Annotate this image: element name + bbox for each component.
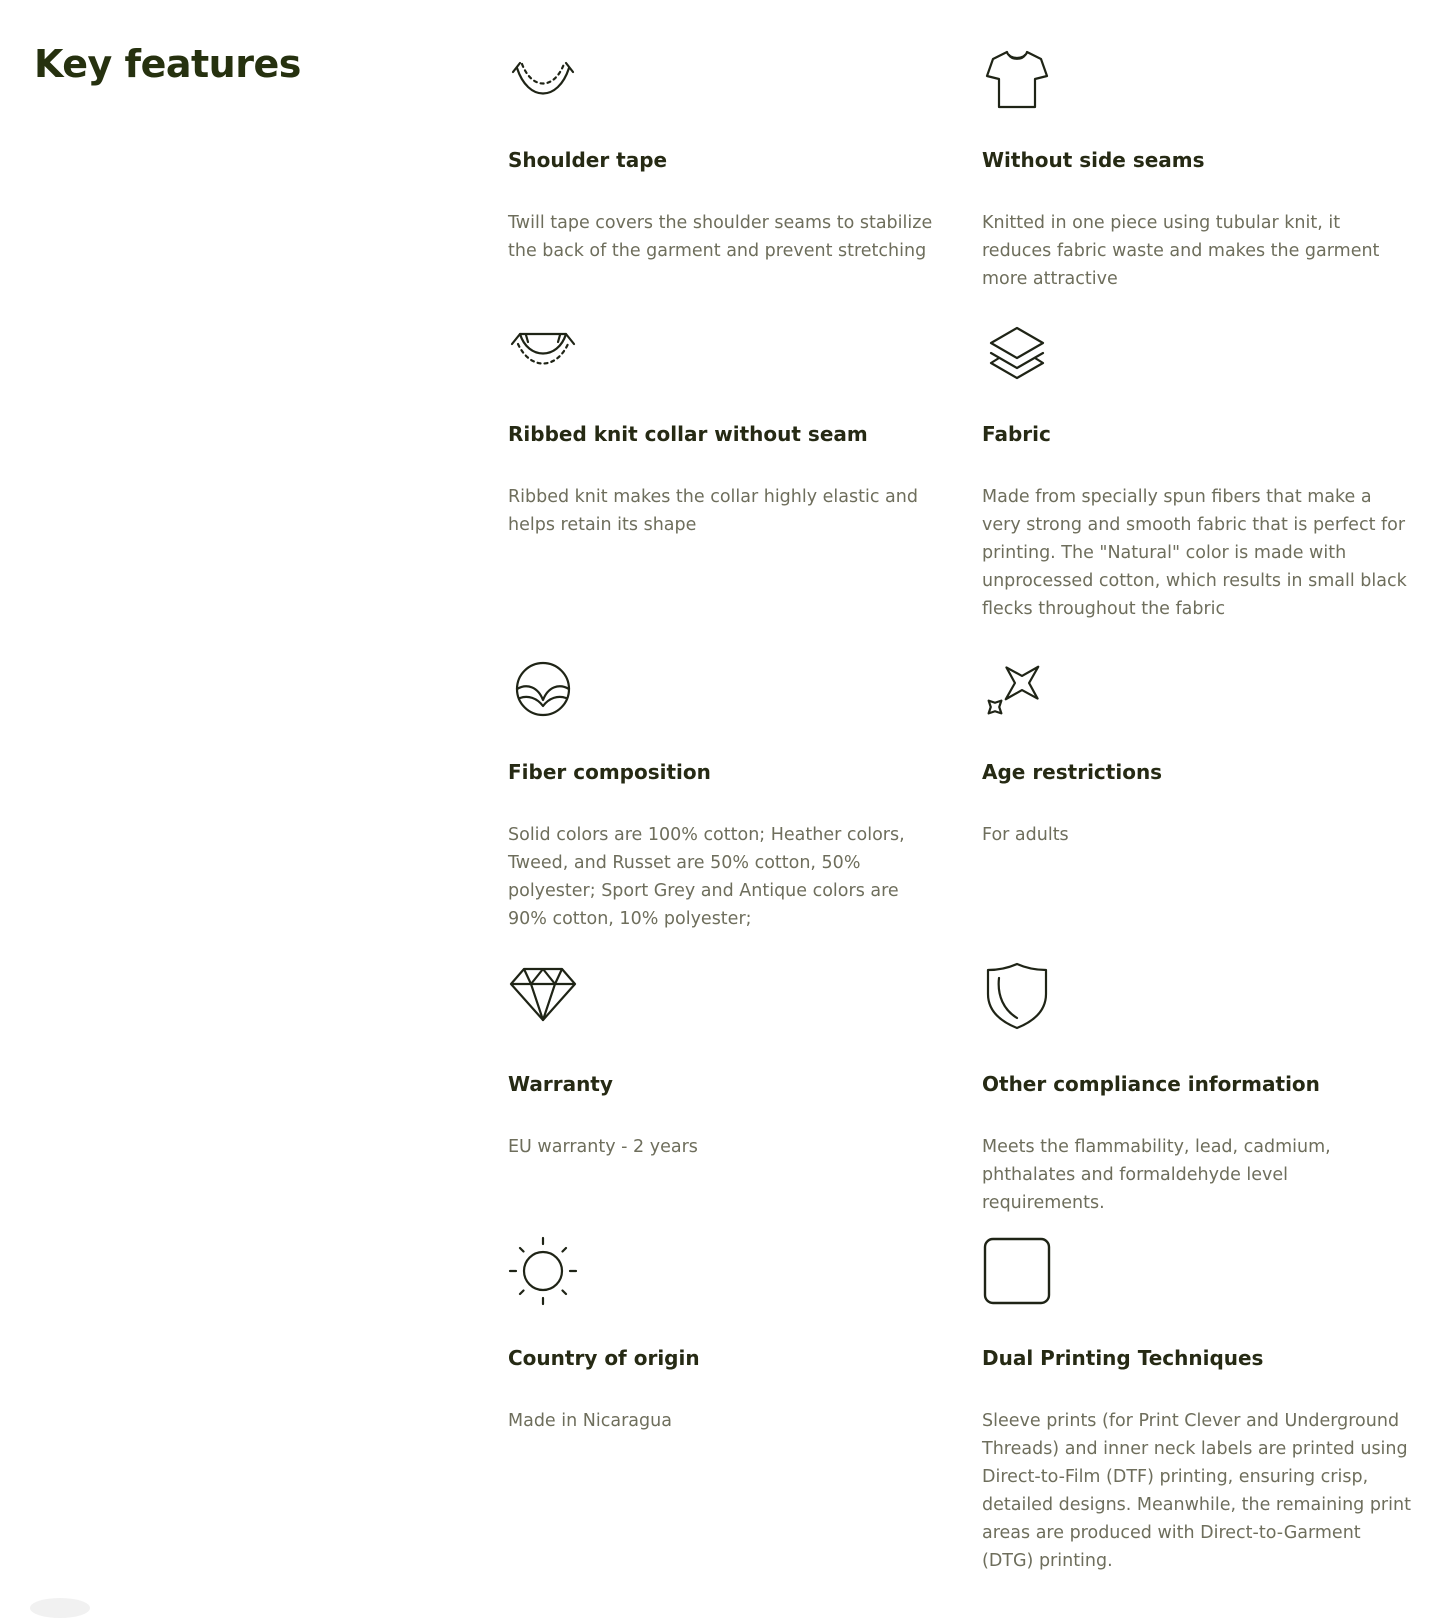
feature-title: Warranty <box>508 1072 613 1096</box>
diamond-icon <box>508 960 578 1030</box>
feature-description: Ribbed knit makes the collar highly elastic and helps retain its shape <box>508 487 918 535</box>
feature-description: Made in Nicaragua <box>508 1411 672 1431</box>
feature-title: Dual Printing Techniques <box>982 1346 1264 1370</box>
square-icon <box>982 1236 1052 1306</box>
shield-icon <box>982 960 1052 1030</box>
feature-description: Knitted in one piece using tubular knit, it reduces fabric waste and makes the garment more attractive <box>982 213 1380 289</box>
corner-shadow <box>30 1598 90 1618</box>
feature-title: Without side seams <box>982 148 1205 172</box>
feature-title: Fiber composition <box>508 760 711 784</box>
sun-icon <box>508 1236 578 1306</box>
layers-icon <box>982 322 1052 392</box>
feature-description: Solid colors are 100% cotton; Heather colors, Tweed, and Russet are 50% cotton, 50% polyester; Sport Grey and Antique colors are 90% cotton, 10% polyester; <box>508 825 905 929</box>
feature-description: Sleeve prints (for Print Clever and Underground Threads) and inner neck labels are printed using Direct-to-Film (DTF) printing, ensuring crisp, detailed designs. Meanwhile, the remaining print areas are produced with Direct-to-Garment (DTG) printing. <box>982 1411 1411 1571</box>
feature-description: Made from specially spun fibers that make a very strong and smooth fabric that is perfect for printing. The "Natural" color is made with unprocessed cotton, which results in small black flecks throughout the fabric <box>982 487 1407 619</box>
feature-title: Ribbed knit collar without seam <box>508 422 868 446</box>
page-title: Key features <box>34 42 301 86</box>
feature-title: Fabric <box>982 422 1051 446</box>
collar-icon <box>508 322 578 392</box>
feature-title: Shoulder tape <box>508 148 668 172</box>
shoulder-tape-icon <box>508 46 578 116</box>
sparkle-icon <box>982 654 1052 724</box>
feature-description: For adults <box>982 825 1069 845</box>
feature-title: Age restrictions <box>982 760 1163 784</box>
cotton-icon <box>508 654 578 724</box>
feature-description: Twill tape covers the shoulder seams to stabilize the back of the garment and prevent stretching <box>508 213 933 261</box>
feature-description: Meets the flammability, lead, cadmium, phthalates and formaldehyde level requirements. <box>982 1137 1331 1213</box>
feature-description: EU warranty - 2 years <box>508 1137 698 1157</box>
feature-title: Country of origin <box>508 1346 700 1370</box>
feature-title: Other compliance information <box>982 1072 1320 1096</box>
tshirt-icon <box>982 46 1052 116</box>
